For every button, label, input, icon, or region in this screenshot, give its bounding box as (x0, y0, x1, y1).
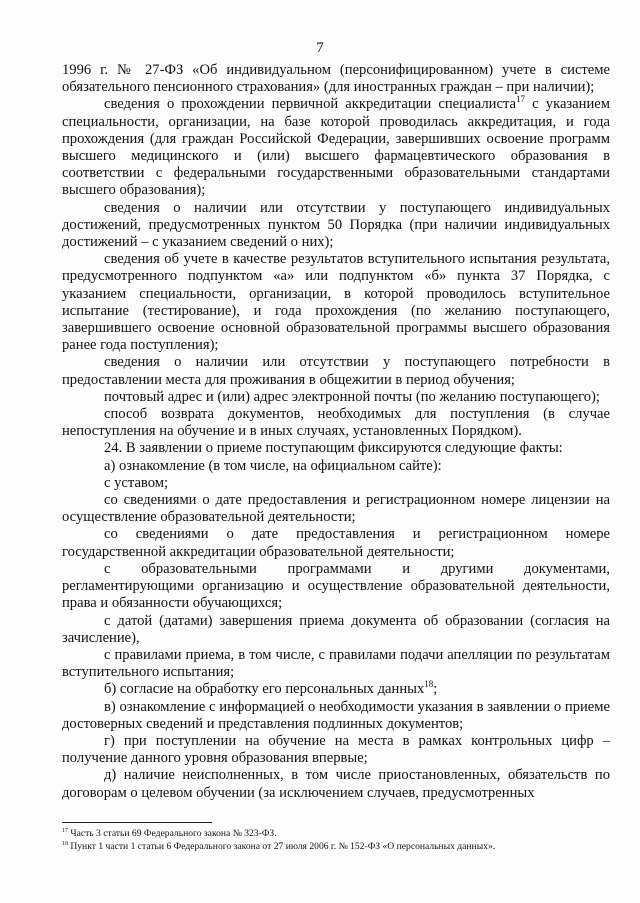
footnote-17: $^{17}$ Часть 3 статьи 69 Федерального закона № 323-ФЗ. (62, 827, 277, 839)
paragraph-13: с образовательными программами и другими документами, регламентирующими организацию и осуществление образовательной деятельности, права и обязанности обучающихся; (62, 560, 610, 612)
paragraph-8: 24. В заявлении о приеме поступающим фиксируются следующие факты: (104, 440, 563, 457)
page-number: 7 (316, 40, 324, 56)
footnote-18: $^{18}$ Пункт 1 части 1 статьи 6 Федерального закона от 27 июля 2006 г. № 152-ФЗ «О персональных данных». (62, 840, 496, 852)
paragraph-1: 1996 г. № 27-ФЗ «Об индивидуальном (персонифицированном) учете в системе обязательного пенсионного страхования» (для иностранных граждан – при наличии); (62, 62, 610, 96)
paragraph-14: с датой (датами) завершения приема документа об образовании (согласия на зачисление), (62, 612, 610, 646)
paragraph-15: с правилами приема, в том числе, с правилами подачи апелляции по результатам вступительного испытания; (62, 646, 610, 681)
paragraph-16: б) согласие на обработку его персональных данных$^{18}$; (104, 679, 438, 698)
footnotes (62, 828, 622, 853)
paragraph-18: г) при поступлении на обучение на места в рамках контрольных цифр – получение данного уровня образования впервые; (62, 732, 610, 767)
paragraph-3: сведения о наличии или отсутствии у поступающего индивидуальных достижений, предусмотренных пунктом 50 Порядка (при наличии индивидуальных достижений – с указанием сведений о них); (62, 199, 610, 251)
paragraph-11: со сведениями о дате предоставления и регистрационном номере лицензии на осуществление образовательной деятельности; (62, 492, 610, 526)
paragraph-10: с уставом; (104, 474, 169, 491)
paragraph-2: сведения о прохождении первичной аккредитации специалиста$^{17}$ с указанием специальности, организации, на базе которой проводилась аккредитация, и года прохождения (для граждан Российской Федерации, завершивших освоение программ высшего медицинского и (или) высшего фармацевтического образования в соответствии с федеральными государственными образовательными стандартами высшего образования); (62, 94, 610, 199)
paragraph-12: со сведениями о дате предоставления и регистрационном номере государственной аккредитации образовательной деятельности; (62, 526, 610, 560)
footnote-divider (62, 822, 212, 823)
paragraph-9: а) ознакомление (в том числе, на официальном сайте): (104, 457, 442, 474)
paragraph-4: сведения об учете в качестве результатов вступительного испытания результата, предусмотренного подпунктом «а» или подпунктом «б» пункта 37 Порядка, с указанием специальности, организации, в которой проводилось вступительное испытание (тестирование), и года прохождения (по желанию поступающего, завершившего освоение основной образовательной программы высшего образования ранее года поступления); (62, 251, 610, 354)
footnote-ref-17: 17 (515, 94, 526, 105)
paragraph-17: в) ознакомление с информацией о необходимости указания в заявлении о приеме достоверных сведений и представления подлинных документов; (62, 698, 610, 732)
paragraph-19: д) наличие неисполненных, в том числе приостановленных, обязательств по договорам о целевом обучении (за исключением случаев, предусмотренных (62, 767, 610, 801)
document-body (62, 62, 610, 802)
footnote-ref-18: 18 (424, 679, 434, 690)
paragraph-6: почтовый адрес и (или) адрес электронной почты (по желанию поступающего); (104, 388, 600, 405)
paragraph-7: способ возврата документов, необходимых для поступления (в случае непоступления на обучение и в иных случаях, установленных Порядком). (62, 406, 610, 440)
paragraph-5: сведения о наличии или отсутствии у поступающего потребности в предоставлении места для проживания в общежитии в период обучения; (62, 354, 610, 388)
